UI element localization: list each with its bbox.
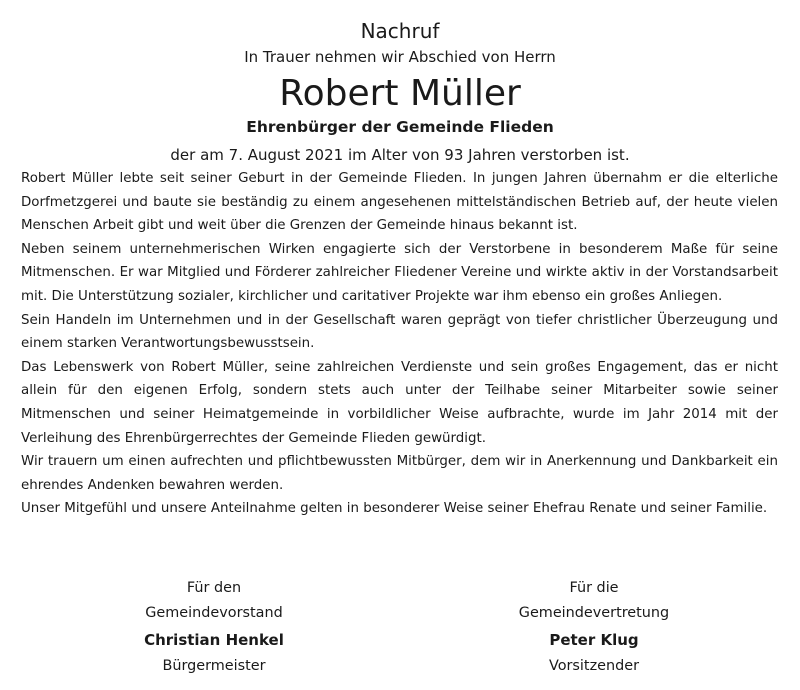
paragraph-engagement: Neben seinem unternehmerischen Wirken engagierte sich der Verstorbene in besonderem Maße für seine Mitmenschen. Er war Mitglied und Förderer zahlreicher Fliedener Vereine und wirkte aktiv in der Vorstandsarbeit mit. Die Unterstützung sozialer, kirchlicher und caritativer Projekte war ihm ebenso ein großes Anliegen. [21, 241, 778, 304]
signature-right-body: Gemeindevertretung [518, 605, 670, 621]
signature-left-name: Christian Henkel [144, 631, 284, 649]
obituary-body [21, 167, 778, 521]
signature-right [464, 576, 724, 679]
paragraph-life: Robert Müller lebte seit seiner Geburt in der Gemeinde Flieden. In jungen Jahren übernahm er die elterliche Dorfmetzgerei und baute sie beständig zu einem angesehenen mittelständischen Betrieb auf, der heute vielen Menschen Arbeit gibt und weit über die Grenzen der Gemeinde hinaus bekannt ist. [21, 171, 778, 234]
deceased-name: Robert Müller [279, 73, 521, 114]
paragraph-values: Sein Handeln im Unternehmen und in der Gesellschaft waren geprägt von tiefer christlicher Überzeugung und einem starken Verantwortungsbewusstsein. [21, 312, 778, 352]
intro-line: In Trauer nehmen wir Abschied von Herrn [244, 48, 556, 66]
obituary-title: Nachruf [360, 19, 440, 43]
signature-right-role: Vorsitzender [548, 658, 640, 674]
death-notice: der am 7. August 2021 im Alter von 93 Jahren verstorben ist. [170, 146, 630, 164]
paragraph-mourning: Wir trauern um einen aufrechten und pflichtbewussten Mitbürger, dem wir in Anerkennung und Dankbarkeit ein ehrendes Andenken bewahren werden. [21, 454, 778, 493]
paragraph-condolences: Unser Mitgefühl und unsere Anteilnahme gelten in besonderer Weise seiner Ehefrau Renate und seiner Familie. [21, 501, 768, 517]
signature-right-line1: Für die [569, 580, 619, 596]
signature-left [84, 576, 344, 679]
signature-left-line1: Für den [186, 580, 242, 596]
honor-title: Ehrenbürger der Gemeinde Flieden [246, 118, 554, 136]
signature-right-name: Peter Klug [549, 631, 639, 649]
paragraph-honor: Das Lebenswerk von Robert Müller, seine zahlreichen Verdienste und sein großes Engagement, das er nicht allein für den eigenen Erfolg, sondern stets auch unter der Teilhabe seiner Mitarbeiter sowie seiner Mitmenschen und seiner Heimatgemeinde in vorbildlicher Weise aufbrachte, wurde im Jahr 2014 mit der Verleihung des Ehrenbürgerrechtes der Gemeinde Flieden gewürdigt. [21, 359, 778, 446]
signature-left-role: Bürgermeister [162, 658, 266, 674]
signature-left-body: Gemeindevorstand [145, 605, 283, 621]
